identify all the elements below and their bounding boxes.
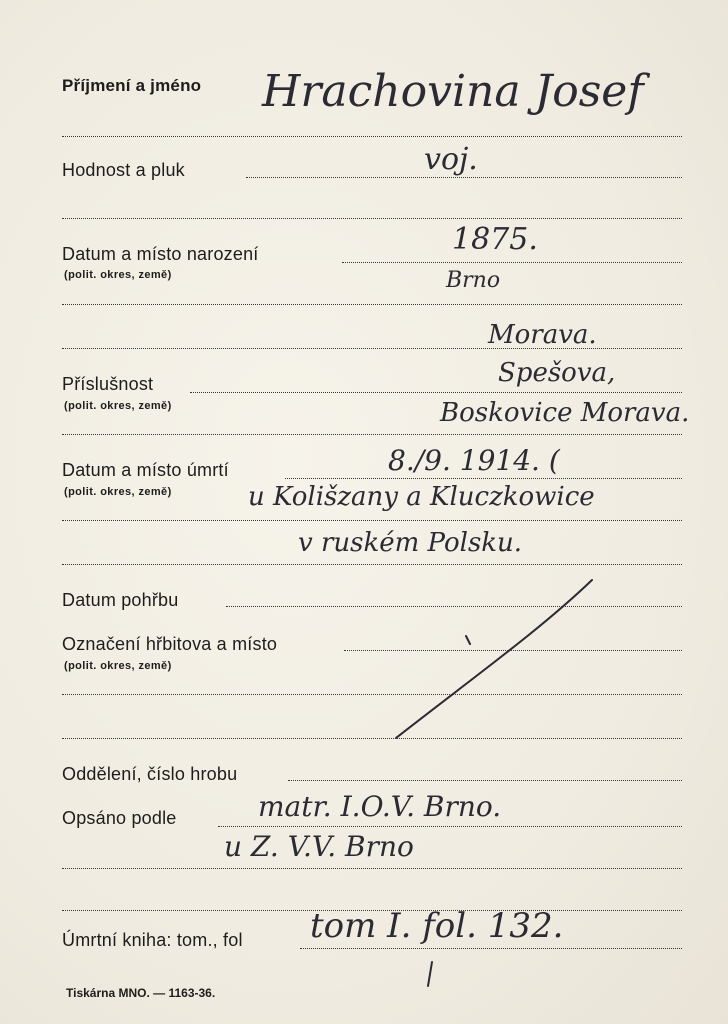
- label-birth-sub: (polit. okres, země): [64, 269, 172, 281]
- label-copied-from: Opsáno podle: [62, 808, 177, 828]
- tick-mark: [466, 636, 470, 644]
- hw-surname-name: Hrachovina Josef: [262, 66, 644, 117]
- hw-death-date: 8./9. 1914. (: [388, 444, 560, 477]
- hw-birth-region: Morava.: [488, 320, 597, 350]
- label-surname-name: Příjmení a jméno: [62, 76, 202, 95]
- cancel-stroke: [396, 580, 592, 738]
- hw-birth-year: 1875.: [452, 222, 538, 257]
- label-rank-regiment: Hodnost a pluk: [62, 160, 185, 180]
- label-death-sub: (polit. okres, země): [64, 486, 172, 498]
- label-cemetery: Označení hřbitova a místo: [62, 634, 278, 654]
- hw-death-place-2: v ruském Polsku.: [298, 528, 523, 558]
- label-domicile: Příslušnost: [62, 374, 154, 394]
- hw-domicile-2: Boskovice Morava.: [440, 398, 690, 428]
- label-domicile-sub: (polit. okres, země): [64, 400, 172, 412]
- printer-footer: Tiskárna MNO. — 1163-36.: [66, 986, 216, 1000]
- hw-death-place-1: u Kolišzany a Kluczkowice: [248, 482, 595, 512]
- label-cemetery-sub: (polit. okres, země): [64, 660, 172, 672]
- hw-rank: voj.: [424, 142, 478, 177]
- label-death-book: Úmrtní kniha: tom., fol: [62, 930, 243, 950]
- label-grave: Oddělení, číslo hrobu: [62, 764, 238, 784]
- label-death: Datum a místo úmrtí: [62, 460, 229, 480]
- underline-stroke: [428, 962, 432, 986]
- hw-birth-place: Brno: [446, 268, 501, 293]
- label-burial-date: Datum pohřbu: [62, 590, 179, 610]
- hw-copied-1: matr. I.O.V. Brno.: [258, 790, 502, 823]
- hw-death-book: tom I. fol. 132.: [310, 906, 564, 946]
- hw-copied-2: u Z. V.V. Brno: [224, 830, 414, 863]
- hw-domicile-1: Spešova,: [498, 358, 616, 388]
- label-birth: Datum a místo narození: [62, 244, 259, 264]
